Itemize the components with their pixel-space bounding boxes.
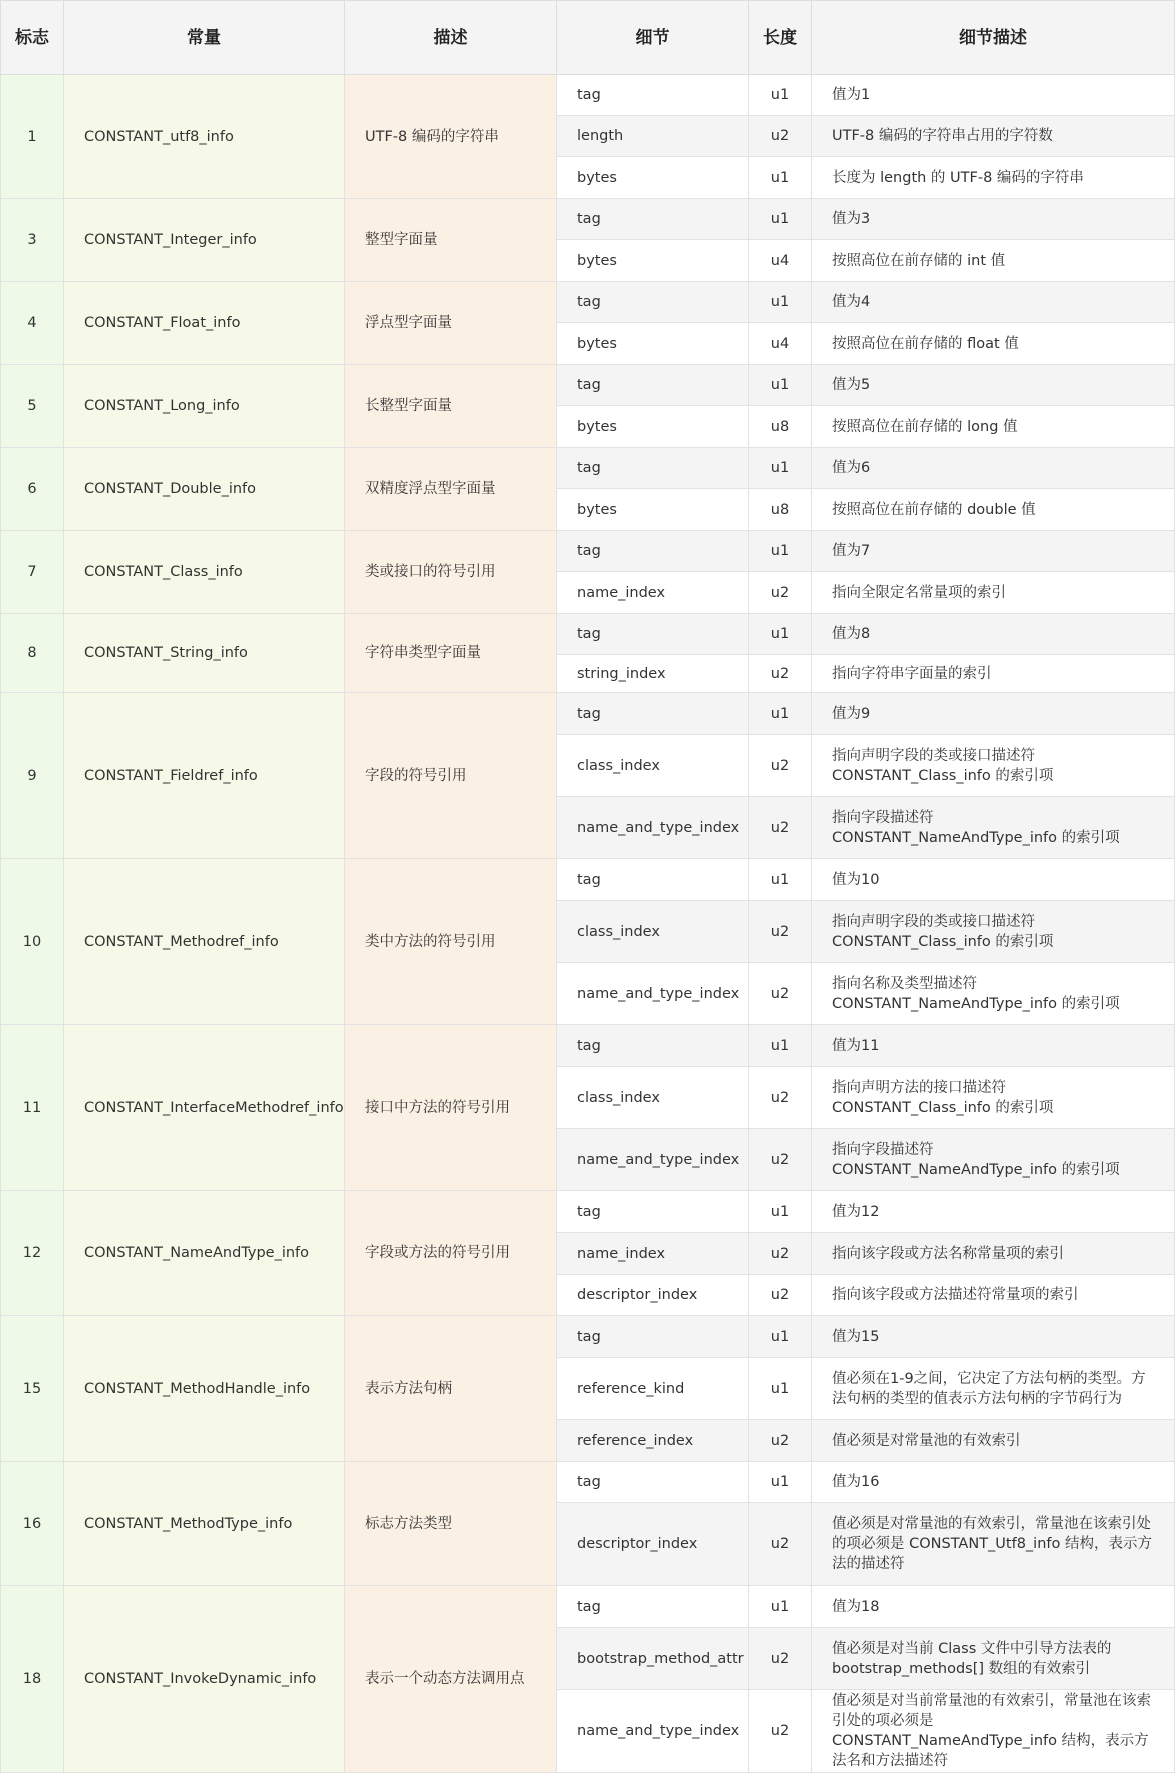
length-cell: u2 — [749, 963, 812, 1025]
table-row — [1, 614, 1175, 655]
flag-cell: 1 — [1, 75, 64, 199]
detail-description-cell: 指向字段描述符 CONSTANT_NameAndType_info 的索引项 — [812, 797, 1175, 859]
length-cell: u1 — [749, 614, 812, 655]
description-cell: 字段的符号引用 — [345, 693, 557, 859]
header-detail: 细节 — [557, 1, 749, 75]
detail-cell: tag — [557, 1025, 749, 1067]
header-description: 描述 — [345, 1, 557, 75]
detail-cell: descriptor_index — [557, 1503, 749, 1586]
detail-description-cell: 指向名称及类型描述符 CONSTANT_NameAndType_info 的索引项 — [812, 963, 1175, 1025]
constant-cell: CONSTANT_Methodref_info — [64, 859, 345, 1025]
description-cell: 接口中方法的符号引用 — [345, 1025, 557, 1191]
constant-cell: CONSTANT_NameAndType_info — [64, 1191, 345, 1316]
constant-cell: CONSTANT_Class_info — [64, 531, 345, 614]
length-cell: u1 — [749, 282, 812, 323]
header-row — [1, 1, 1175, 75]
detail-cell: length — [557, 116, 749, 157]
detail-description-cell: UTF-8 编码的字符串占用的字符数 — [812, 116, 1175, 157]
table-row — [1, 199, 1175, 240]
detail-description-cell: 按照高位在前存储的 float 值 — [812, 323, 1175, 365]
flag-cell: 4 — [1, 282, 64, 365]
table-body — [1, 75, 1175, 1773]
detail-cell: bytes — [557, 157, 749, 199]
length-cell: u2 — [749, 1233, 812, 1275]
table-row — [1, 693, 1175, 735]
description-cell: 长整型字面量 — [345, 365, 557, 448]
detail-description-cell: 指向字符串字面量的索引 — [812, 655, 1175, 693]
detail-description-cell: 值为7 — [812, 531, 1175, 572]
flag-cell: 9 — [1, 693, 64, 859]
detail-cell: bootstrap_method_attr — [557, 1628, 749, 1690]
length-cell: u1 — [749, 365, 812, 406]
length-cell: u2 — [749, 797, 812, 859]
flag-cell: 6 — [1, 448, 64, 531]
header-length: 长度 — [749, 1, 812, 75]
detail-cell: reference_kind — [557, 1358, 749, 1420]
detail-description-cell: 值为1 — [812, 75, 1175, 116]
detail-description-cell: 值为5 — [812, 365, 1175, 406]
detail-cell: name_index — [557, 1233, 749, 1275]
detail-cell: name_and_type_index — [557, 797, 749, 859]
detail-cell: name_and_type_index — [557, 1690, 749, 1773]
detail-description-cell: 值为8 — [812, 614, 1175, 655]
table-header — [1, 1, 1175, 75]
table-row — [1, 859, 1175, 901]
constant-cell: CONSTANT_Integer_info — [64, 199, 345, 282]
detail-description-cell: 值必须是对当前常量池的有效索引，常量池在该索引处的项必须是 CONSTANT_NameAndType_info 结构，表示方法名和方法描述符 — [812, 1690, 1175, 1773]
header-flag: 标志 — [1, 1, 64, 75]
detail-description-cell: 值为11 — [812, 1025, 1175, 1067]
detail-description-cell: 值为18 — [812, 1586, 1175, 1628]
flag-cell: 5 — [1, 365, 64, 448]
detail-description-cell: 值为3 — [812, 199, 1175, 240]
length-cell: u1 — [749, 693, 812, 735]
length-cell: u1 — [749, 1462, 812, 1503]
length-cell: u1 — [749, 1358, 812, 1420]
detail-description-cell: 值为6 — [812, 448, 1175, 489]
length-cell: u4 — [749, 240, 812, 282]
flag-cell: 16 — [1, 1462, 64, 1586]
detail-cell: class_index — [557, 901, 749, 963]
detail-description-cell: 指向该字段或方法描述符常量项的索引 — [812, 1275, 1175, 1316]
detail-description-cell: 值为12 — [812, 1191, 1175, 1233]
description-cell: 字符串类型字面量 — [345, 614, 557, 693]
detail-cell: tag — [557, 1316, 749, 1358]
description-cell: 标志方法类型 — [345, 1462, 557, 1586]
detail-cell: tag — [557, 693, 749, 735]
constant-cell: CONSTANT_InvokeDynamic_info — [64, 1586, 345, 1773]
detail-cell: tag — [557, 1586, 749, 1628]
detail-cell: bytes — [557, 489, 749, 531]
detail-description-cell: 值必须是对常量池的有效索引，常量池在该索引处的项必须是 CONSTANT_Utf8_info 结构，表示方法的描述符 — [812, 1503, 1175, 1586]
length-cell: u1 — [749, 75, 812, 116]
length-cell: u1 — [749, 157, 812, 199]
detail-description-cell: 按照高位在前存储的 double 值 — [812, 489, 1175, 531]
length-cell: u2 — [749, 1275, 812, 1316]
flag-cell: 8 — [1, 614, 64, 693]
detail-cell: tag — [557, 448, 749, 489]
detail-description-cell: 值必须是对当前 Class 文件中引导方法表的 bootstrap_methods[] 数组的有效索引 — [812, 1628, 1175, 1690]
length-cell: u2 — [749, 1628, 812, 1690]
detail-description-cell: 值为16 — [812, 1462, 1175, 1503]
table-row — [1, 282, 1175, 323]
detail-cell: name_and_type_index — [557, 1129, 749, 1191]
constant-cell: CONSTANT_String_info — [64, 614, 345, 693]
detail-description-cell: 按照高位在前存储的 int 值 — [812, 240, 1175, 282]
table-row — [1, 75, 1175, 116]
constant-cell: CONSTANT_Double_info — [64, 448, 345, 531]
length-cell: u1 — [749, 1191, 812, 1233]
detail-cell: bytes — [557, 406, 749, 448]
detail-cell: reference_index — [557, 1420, 749, 1462]
description-cell: 字段或方法的符号引用 — [345, 1191, 557, 1316]
flag-cell: 15 — [1, 1316, 64, 1462]
flag-cell: 7 — [1, 531, 64, 614]
detail-description-cell: 值为4 — [812, 282, 1175, 323]
detail-cell: tag — [557, 282, 749, 323]
length-cell: u1 — [749, 1586, 812, 1628]
detail-description-cell: 值必须在1-9之间，它决定了方法句柄的类型。方法句柄的类型的值表示方法句柄的字节码行为 — [812, 1358, 1175, 1420]
detail-description-cell: 指向该字段或方法名称常量项的索引 — [812, 1233, 1175, 1275]
detail-description-cell: 指向声明方法的接口描述符 CONSTANT_Class_info 的索引项 — [812, 1067, 1175, 1129]
flag-cell: 3 — [1, 199, 64, 282]
description-cell: 双精度浮点型字面量 — [345, 448, 557, 531]
table-row — [1, 1025, 1175, 1067]
detail-description-cell: 值为15 — [812, 1316, 1175, 1358]
detail-cell: bytes — [557, 323, 749, 365]
length-cell: u2 — [749, 1067, 812, 1129]
table-row — [1, 531, 1175, 572]
constant-cell: CONSTANT_InterfaceMethodref_info — [64, 1025, 345, 1191]
detail-cell: tag — [557, 859, 749, 901]
detail-description-cell: 长度为 length 的 UTF-8 编码的字符串 — [812, 157, 1175, 199]
constant-cell: CONSTANT_MethodHandle_info — [64, 1316, 345, 1462]
table-row — [1, 448, 1175, 489]
detail-cell: name_and_type_index — [557, 963, 749, 1025]
detail-cell: tag — [557, 614, 749, 655]
constant-cell: CONSTANT_Float_info — [64, 282, 345, 365]
detail-description-cell: 指向字段描述符 CONSTANT_NameAndType_info 的索引项 — [812, 1129, 1175, 1191]
length-cell: u1 — [749, 448, 812, 489]
length-cell: u1 — [749, 531, 812, 572]
flag-cell: 10 — [1, 859, 64, 1025]
header-constant: 常量 — [64, 1, 345, 75]
length-cell: u1 — [749, 199, 812, 240]
detail-description-cell: 指向声明字段的类或接口描述符 CONSTANT_Class_info 的索引项 — [812, 735, 1175, 797]
length-cell: u2 — [749, 1690, 812, 1773]
length-cell: u1 — [749, 1025, 812, 1067]
table-row — [1, 1462, 1175, 1503]
length-cell: u2 — [749, 1129, 812, 1191]
constant-cell: CONSTANT_Fieldref_info — [64, 693, 345, 859]
detail-cell: string_index — [557, 655, 749, 693]
detail-cell: bytes — [557, 240, 749, 282]
constant-cell: CONSTANT_Long_info — [64, 365, 345, 448]
constant-cell: CONSTANT_MethodType_info — [64, 1462, 345, 1586]
description-cell: 类或接口的符号引用 — [345, 531, 557, 614]
length-cell: u2 — [749, 116, 812, 157]
detail-description-cell: 指向全限定名常量项的索引 — [812, 572, 1175, 614]
flag-cell: 12 — [1, 1191, 64, 1316]
flag-cell: 11 — [1, 1025, 64, 1191]
length-cell: u2 — [749, 655, 812, 693]
constant-cell: CONSTANT_utf8_info — [64, 75, 345, 199]
length-cell: u4 — [749, 323, 812, 365]
detail-description-cell: 值为9 — [812, 693, 1175, 735]
description-cell: 表示一个动态方法调用点 — [345, 1586, 557, 1773]
length-cell: u2 — [749, 735, 812, 797]
detail-cell: tag — [557, 531, 749, 572]
description-cell: 浮点型字面量 — [345, 282, 557, 365]
table-row — [1, 365, 1175, 406]
header-detail-description: 细节描述 — [812, 1, 1175, 75]
table-row — [1, 1316, 1175, 1358]
detail-cell: class_index — [557, 735, 749, 797]
detail-description-cell: 指向声明字段的类或接口描述符 CONSTANT_Class_info 的索引项 — [812, 901, 1175, 963]
flag-cell: 18 — [1, 1586, 64, 1773]
detail-cell: tag — [557, 75, 749, 116]
detail-description-cell: 值为10 — [812, 859, 1175, 901]
length-cell: u8 — [749, 489, 812, 531]
length-cell: u1 — [749, 859, 812, 901]
length-cell: u2 — [749, 1420, 812, 1462]
detail-cell: descriptor_index — [557, 1275, 749, 1316]
detail-description-cell: 按照高位在前存储的 long 值 — [812, 406, 1175, 448]
length-cell: u2 — [749, 572, 812, 614]
detail-cell: tag — [557, 199, 749, 240]
length-cell: u1 — [749, 1316, 812, 1358]
description-cell: 表示方法句柄 — [345, 1316, 557, 1462]
length-cell: u8 — [749, 406, 812, 448]
length-cell: u2 — [749, 1503, 812, 1586]
detail-description-cell: 值必须是对常量池的有效索引 — [812, 1420, 1175, 1462]
table-row — [1, 1586, 1175, 1628]
detail-cell: tag — [557, 365, 749, 406]
detail-cell: name_index — [557, 572, 749, 614]
detail-cell: class_index — [557, 1067, 749, 1129]
description-cell: UTF-8 编码的字符串 — [345, 75, 557, 199]
length-cell: u2 — [749, 901, 812, 963]
detail-cell: tag — [557, 1462, 749, 1503]
description-cell: 类中方法的符号引用 — [345, 859, 557, 1025]
detail-cell: tag — [557, 1191, 749, 1233]
description-cell: 整型字面量 — [345, 199, 557, 282]
table-row — [1, 1191, 1175, 1233]
